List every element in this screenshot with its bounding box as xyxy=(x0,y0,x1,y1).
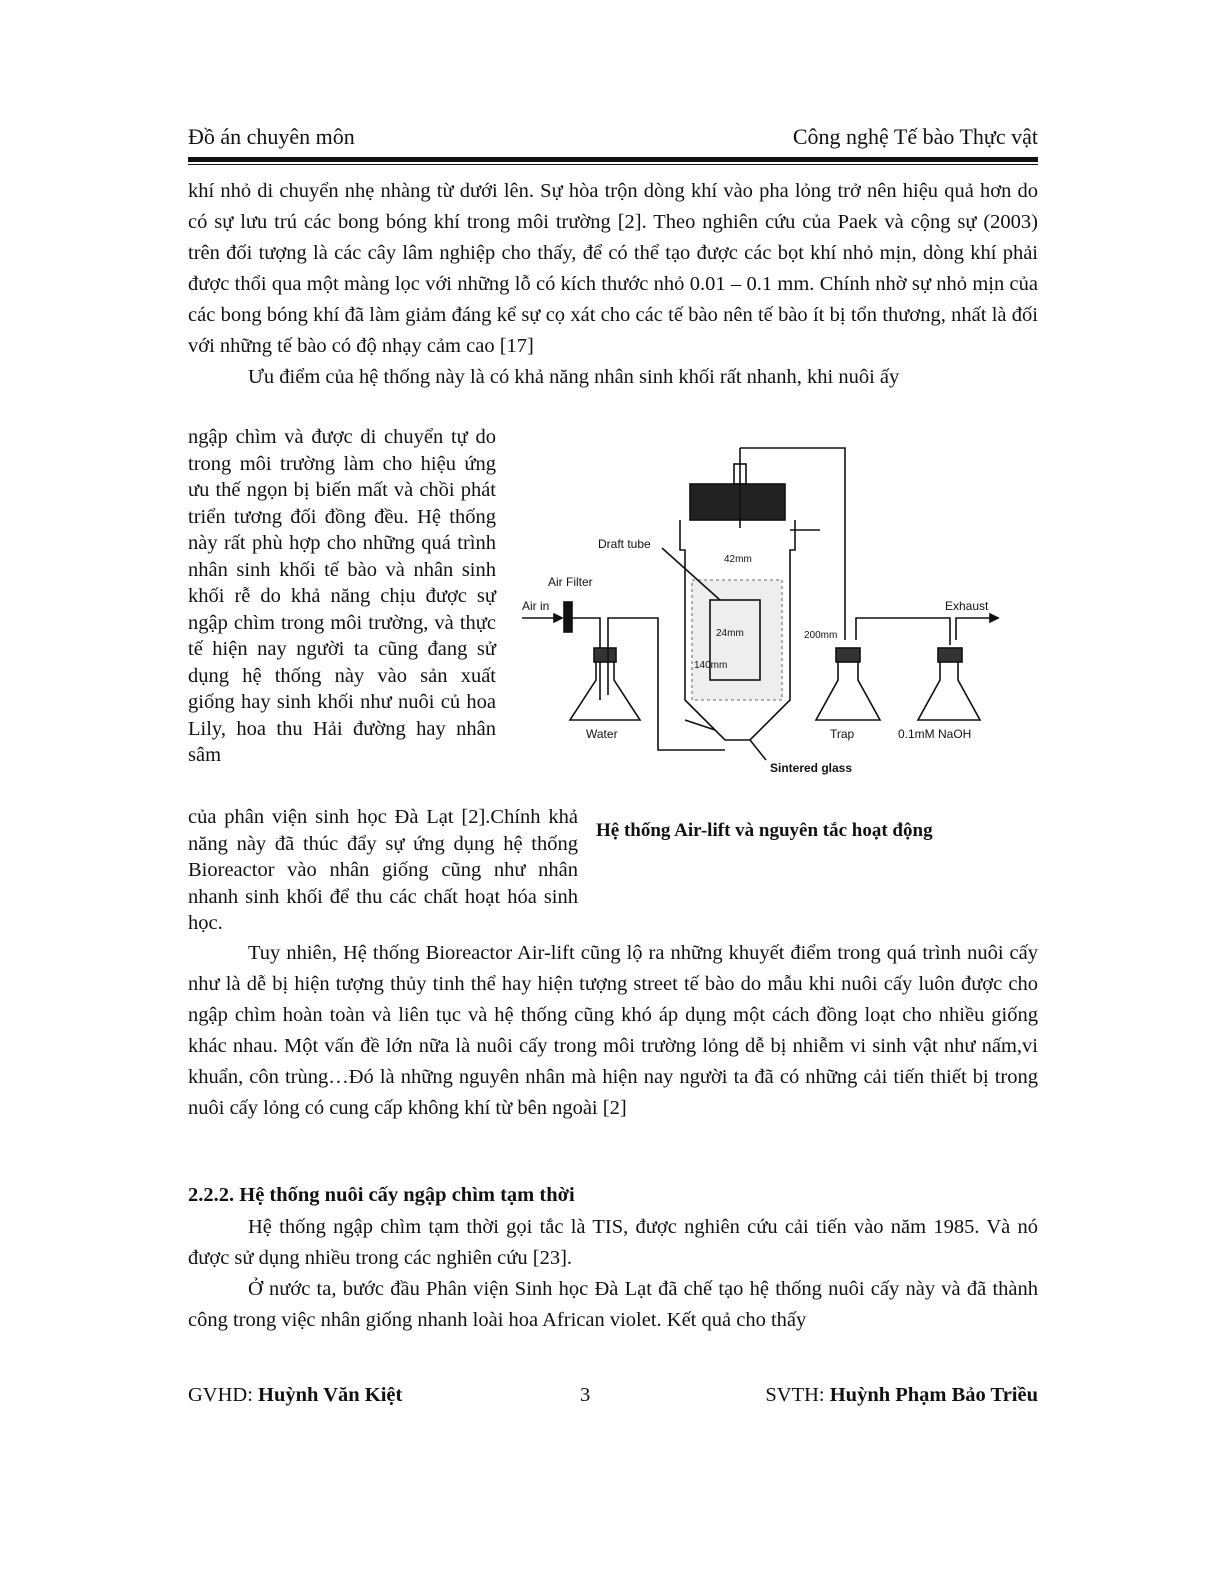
footer-advisor-label: GVHD: xyxy=(188,1384,259,1406)
paragraph-5: Ở nước ta, bước đầu Phân viện Sinh học Đà Lạt đã chế tạo hệ thống nuôi cấy này và đã thành công trong việc nhân giống nhanh loài hoa African violet. Kết quả cho thấy xyxy=(188,1278,1038,1331)
label-draft-tube: Draft tube xyxy=(598,537,651,551)
page-footer xyxy=(188,1384,1038,1416)
airlift-diagram xyxy=(520,440,1010,790)
label-200mm: 200mm xyxy=(804,630,838,641)
pipe-trap-to-naoh xyxy=(856,618,950,645)
footer-student-label: SVTH: xyxy=(765,1384,830,1406)
label-water: Water xyxy=(586,727,618,741)
trap-flask-stopper xyxy=(836,648,860,662)
paragraph-3-text: Tuy nhiên, Hệ thống Bioreactor Air-lift cũng lộ ra những khuyết điểm trong quá trình nuôi cấy như là dễ bị hiện tượng thủy tinh thể hay hiện tượng street tế bào do mẫu khi nuôi cấy luôn được cho ngập chìm hoàn toàn và liên tục và hệ thống cũng khó áp dụng một cách đồng loạt cho nhiều giống khác nhau. Một vấn đề lớn nữa là nuôi cấy trong môi trường lỏng dễ bị nhiễm vi sinh vật như nấm,vi khuẩn, côn trùng…Đó là những nguyên nhân mà hiện nay người ta đã có những cải tiến thiết bị trong nuôi cấy lỏng có cung cấp không khí từ bên ngoài [2] xyxy=(188,942,1038,1119)
paragraph-1: khí nhỏ di chuyển nhẹ nhàng từ dưới lên. Sự hòa trộn dòng khí vào pha lỏng trở nên hiệu quả hơn do có sự lưu trú các bong bóng khí trong môi trường [2]. Theo nghiên cứu của Paek và cộng sự (2003) trên đối tượng là các cây lâm nghiệp cho thấy, để có thể tạo được các bọt khí nhỏ mịn, dòng khí phải được thổi qua một màng lọc với những lỗ có kích thước nhỏ 0.01 – 0.1 mm. Chính nhờ sự nhỏ mịn của các bong bóng khí đã làm giảm đáng kể sự cọ xát cho các tế bào nên tế bào ít bị tổn thương, nhất là đối với những tế bào có độ nhạy cảm cao [17] xyxy=(188,180,1038,357)
label-naoh: 0.1mM NaOH xyxy=(898,727,972,741)
label-sintered-glass: Sintered glass xyxy=(770,761,853,775)
paragraph-3 xyxy=(188,938,1038,1124)
paragraph-2-wrap: ngập chìm và được di chuyển tự do trong môi trường làm cho hiệu ứng ưu thế ngọn bị biến mất và chồi phát triển tương đối đồng đều. Hệ thống này rất phù hợp cho những quá trình nhân sinh khối tế bào và nhân sinh khối rễ do khả năng chịu được sự ngập chìm trong môi trường, và thực tế hiện nay người ta cũng đang sử dụng hệ thống này vào sản xuất giống hay sinh khối như nuôi củ hoa Lily, hoa thu Hải đường hay nhân sâm xyxy=(188,426,496,766)
header-rule-thick xyxy=(188,157,1038,162)
air-filter-block xyxy=(564,602,572,632)
airlift-figure xyxy=(520,440,1010,790)
water-flask-stopper xyxy=(594,648,616,662)
naoh-flask-stopper xyxy=(938,648,962,662)
label-air-filter: Air Filter xyxy=(548,575,593,589)
air-in-arrow xyxy=(554,614,562,622)
page-number: 3 xyxy=(580,1384,591,1406)
header-right-title: Công nghệ Tế bào Thực vật xyxy=(792,124,1038,149)
section-heading: 2.2.2. Hệ thống nuôi cấy ngập chìm tạm thời xyxy=(188,1184,575,1206)
exhaust-arrow xyxy=(990,614,998,622)
footer-advisor xyxy=(188,1384,402,1407)
label-trap: Trap xyxy=(830,727,855,741)
reactor-liquid xyxy=(692,580,782,700)
paragraph-2-first-line: Ưu điểm của hệ thống này là có khả năng nhân sinh khối rất nhanh, khi nuôi ấy xyxy=(248,366,900,388)
figure-caption: Hệ thống Air-lift và nguyên tắc hoạt động xyxy=(596,820,933,841)
page-header xyxy=(188,118,1038,154)
body-block-top xyxy=(188,176,1038,393)
reactor-cap xyxy=(690,484,785,520)
body-block-bottom xyxy=(188,1212,1038,1336)
paragraph-4: Hệ thống ngập chìm tạm thời gọi tắc là TIS, được nghiên cứu cải tiến vào năm 1985. Và nó được sử dụng nhiều trong các nghiên cứu [23]. xyxy=(188,1216,1038,1269)
header-left-title: Đồ án chuyên môn xyxy=(188,124,355,149)
paragraph-2-wrap-continued: của phân viện sinh học Đà Lạt [2].Chính khả năng này đã thúc đẩy sự ứng dụng hệ thống Bioreactor vào nhân giống cũng như nhân nhanh sinh khối để thu các chất hoạt hóa sinh học. xyxy=(188,806,578,934)
label-24mm: 24mm xyxy=(716,628,744,639)
label-exhaust: Exhaust xyxy=(945,599,989,613)
footer-student xyxy=(765,1384,1038,1407)
label-air-in: Air in xyxy=(522,599,550,613)
label-140mm: 140mm xyxy=(694,660,728,671)
header-rule-thin xyxy=(188,164,1038,165)
sintered-glass-pointer xyxy=(750,740,766,760)
draft-tube-pointer xyxy=(662,548,720,600)
footer-student-name: Huỳnh Phạm Bảo Triều xyxy=(829,1384,1038,1406)
footer-advisor-name: Huỳnh Văn Kiệt xyxy=(258,1384,403,1406)
exhaust-line xyxy=(956,618,992,640)
label-42mm: 42mm xyxy=(724,554,752,565)
